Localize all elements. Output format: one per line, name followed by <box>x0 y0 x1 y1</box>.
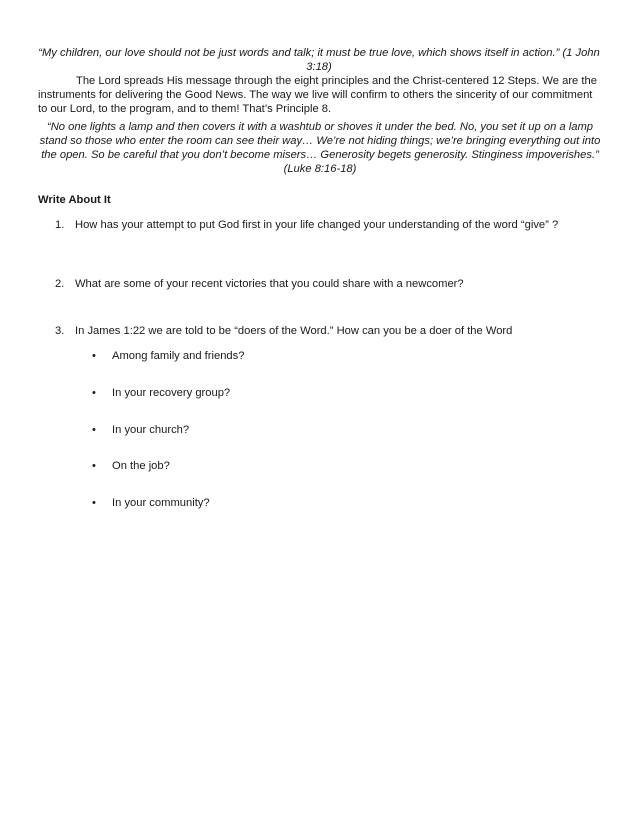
question-text: In James 1:22 we are told to be “doers of the Word.” How can you be a doer of the Word <box>75 325 513 337</box>
bullet-icon: • <box>92 350 96 362</box>
section-heading: Write About It <box>38 194 111 206</box>
bullet-item <box>92 386 230 400</box>
question-number: 1. <box>55 219 65 231</box>
bullet-icon: • <box>92 497 96 509</box>
bullet-item <box>92 349 244 363</box>
question-text: How has your attempt to put God first in your life changed your understanding of the word “give” ? <box>75 219 559 231</box>
bullet-item <box>92 423 189 437</box>
bullet-text: In your church? <box>112 424 190 436</box>
bullet-icon: • <box>92 460 96 472</box>
bullet-text: In your community? <box>112 497 210 509</box>
question-item <box>55 277 615 291</box>
question-text: What are some of your recent victories that you could share with a newcomer? <box>75 278 464 290</box>
bullet-text: In your recovery group? <box>112 387 231 399</box>
bullet-icon: • <box>92 424 96 436</box>
bullet-item <box>92 459 170 473</box>
scripture-quote-john: “My children, our love should not be just words and talk; it must be true love, which shows itself in action.” (1 John 3:18) <box>38 47 600 73</box>
question-item <box>55 218 615 232</box>
bullet-icon: • <box>92 387 96 399</box>
bullet-text: Among family and friends? <box>112 350 245 362</box>
bullet-text: On the job? <box>112 460 170 472</box>
bullet-item <box>92 496 210 510</box>
question-item <box>55 324 615 338</box>
question-number: 3. <box>55 325 65 337</box>
scripture-quote-luke: “No one lights a lamp and then covers it with a washtub or shoves it under the bed. No, you set it up on a lamp stand so those who enter the room can see their way… We’re not hiding things; we’re bringing everything out into the open. So be careful that you don’t become misers… Generosity begets generosity. Stinginess impoverishes.” (Luke 8:16-18) <box>39 121 601 175</box>
principle-paragraph: The Lord spreads His message through the eight principles and the Christ-centered 12 Steps. We are the instruments for delivering the Good News. The way we live will confirm to others the sincerity of our commitment to our Lord, to the program, and to them! That’s Principle 8. <box>38 75 597 115</box>
question-number: 2. <box>55 278 65 290</box>
